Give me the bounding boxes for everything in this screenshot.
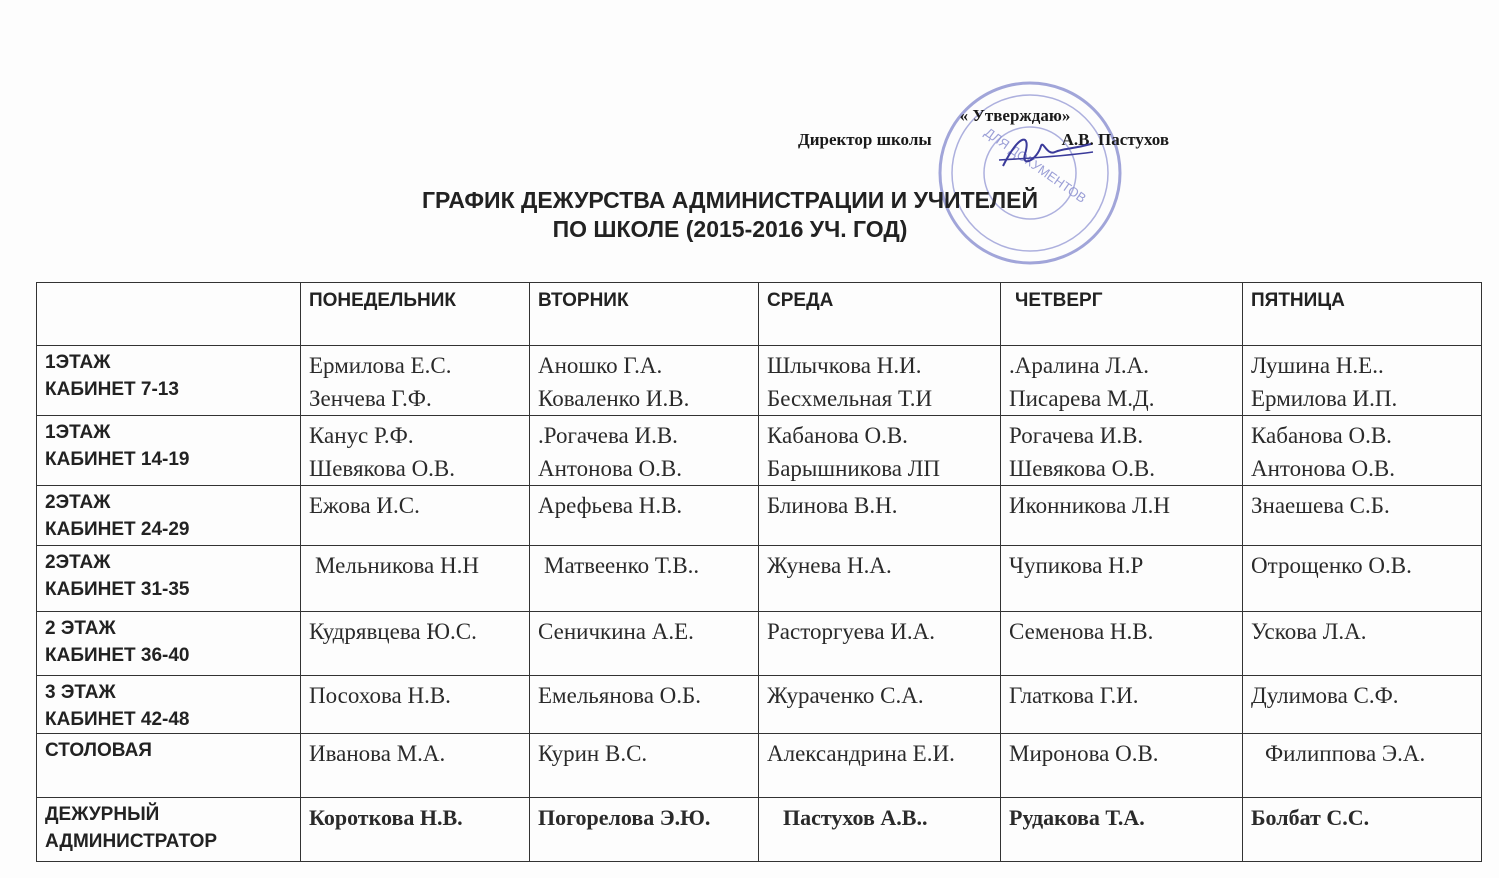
- location-floor: 2ЭТАЖ: [45, 492, 111, 513]
- duty-schedule-table: [36, 282, 1482, 862]
- teacher-name: Семенова Н.В.: [1009, 619, 1154, 644]
- title-line-1: ГРАФИК ДЕЖУРСТВА АДМИНИСТРАЦИИ И УЧИТЕЛЕЙ: [422, 187, 1038, 213]
- location-floor: 3 ЭТАЖ: [45, 682, 116, 703]
- duty-cell: [1001, 612, 1243, 676]
- duty-cell: [1243, 676, 1482, 734]
- teacher-name: Мельникова Н.Н: [315, 553, 479, 578]
- duty-cell: [1001, 676, 1243, 734]
- teacher-name: Знаешева С.Б.: [1251, 493, 1390, 518]
- approval-heading: « Утверждаю»: [959, 106, 1071, 125]
- duty-cell: [759, 546, 1001, 612]
- row-location: [37, 546, 301, 612]
- table-row: [37, 486, 1482, 546]
- row-location: [37, 346, 301, 416]
- teacher-name: Иконникова Л.Н: [1009, 493, 1171, 518]
- table-row: [37, 612, 1482, 676]
- duty-cell: [759, 676, 1001, 734]
- row-location: [37, 486, 301, 546]
- table-row: [37, 676, 1482, 734]
- duty-cell: [530, 676, 759, 734]
- duty-cell: [1243, 612, 1482, 676]
- teacher-name: Посохова Н.В.: [309, 683, 451, 708]
- table-row: [37, 734, 1482, 798]
- duty-cell: [1001, 486, 1243, 546]
- header-monday: ПОНЕДЕЛЬНИК: [301, 283, 530, 346]
- teacher-name: Шевякова О.В.: [309, 456, 456, 481]
- teacher-name: Жураченко С.А.: [767, 683, 924, 708]
- teacher-name: Чупикова Н.Р: [1009, 553, 1144, 578]
- location-floor: 1ЭТАЖ: [45, 422, 111, 443]
- teacher-name: Антонова О.В.: [1251, 456, 1395, 481]
- teacher-name: Расторгуева И.А.: [767, 619, 936, 644]
- duty-cell: [1243, 416, 1482, 486]
- duty-cell: [1001, 346, 1243, 416]
- teacher-name: Блинова В.Н.: [767, 493, 898, 518]
- duty-cell: [301, 612, 530, 676]
- header-thursday: ЧЕТВЕРГ: [1001, 283, 1243, 346]
- duty-cell: [759, 486, 1001, 546]
- teacher-name: Бесхмельная Т.И: [767, 386, 933, 411]
- teacher-name: Зенчева Г.Ф.: [309, 386, 432, 411]
- teacher-name: Сеничкина А.Е.: [538, 619, 694, 644]
- teacher-name: Миронова О.В.: [1009, 741, 1159, 766]
- teacher-name: Курин В.С.: [538, 741, 648, 766]
- teacher-name: Антонова О.В.: [538, 456, 682, 481]
- teacher-name: Аношко Г.А.: [538, 353, 663, 378]
- teacher-name: Глаткова Г.И.: [1009, 683, 1139, 708]
- admin-name: Пастухов А.В..: [783, 805, 928, 830]
- location-rooms: АДМИНИСТРАТОР: [45, 831, 218, 852]
- teacher-name: Рогачева И.В.: [1009, 423, 1144, 448]
- teacher-name: Филиппова Э.А.: [1265, 741, 1426, 766]
- teacher-name: Шевякова О.В.: [1009, 456, 1156, 481]
- admin-name: Рудакова Т.А.: [1009, 805, 1145, 830]
- teacher-name: Кабанова О.В.: [767, 423, 908, 448]
- duty-cell: [301, 676, 530, 734]
- location-floor: 1ЭТАЖ: [45, 352, 111, 373]
- teacher-name: Кудрявцева Ю.С.: [309, 619, 477, 644]
- teacher-name: Ермилова И.П.: [1251, 386, 1398, 411]
- row-location: [37, 734, 301, 798]
- admin-cell: [530, 798, 759, 862]
- location-floor: ДЕЖУРНЫЙ: [45, 804, 160, 825]
- teacher-name: Коваленко И.В.: [538, 386, 690, 411]
- duty-cell: [1243, 734, 1482, 798]
- duty-cell: [301, 486, 530, 546]
- teacher-name: Дулимова С.Ф.: [1251, 683, 1399, 708]
- location-rooms: КАБИНЕТ 14-19: [45, 449, 190, 470]
- teacher-name: Барышникова ЛП: [767, 456, 940, 481]
- teacher-name: .Аралина Л.А.: [1009, 353, 1150, 378]
- teacher-name: Емельянова О.Б.: [538, 683, 701, 708]
- header-corner: [37, 283, 301, 346]
- duty-cell: [530, 612, 759, 676]
- location-floor: 2ЭТАЖ: [45, 552, 111, 573]
- admin-name: Болбат С.С.: [1251, 805, 1370, 830]
- location-rooms: КАБИНЕТ 42-48: [45, 709, 190, 730]
- admin-cell: [301, 798, 530, 862]
- teacher-name: Кабанова О.В.: [1251, 423, 1392, 448]
- duty-cell: [530, 346, 759, 416]
- row-location: [37, 416, 301, 486]
- table-row: [37, 416, 1482, 486]
- duty-cell: [759, 612, 1001, 676]
- location-rooms: КАБИНЕТ 31-35: [45, 579, 190, 600]
- teacher-name: Александрина Е.И.: [767, 741, 955, 766]
- admin-name: Погорелова Э.Ю.: [538, 805, 711, 830]
- duty-cell: [301, 734, 530, 798]
- teacher-name: Шлычкова Н.И.: [767, 353, 922, 378]
- stamp-label: ДЛЯ ДОКУМЕНТОВ: [981, 124, 1090, 206]
- admin-cell: [1001, 798, 1243, 862]
- header-friday: ПЯТНИЦА: [1243, 283, 1482, 346]
- teacher-name: Ежова И.С.: [309, 493, 420, 518]
- table-row: [37, 798, 1482, 862]
- duty-cell: [1243, 486, 1482, 546]
- header-row: [37, 283, 1482, 346]
- duty-cell: [301, 346, 530, 416]
- duty-cell: [1243, 546, 1482, 612]
- row-location: [37, 798, 301, 862]
- location-floor: СТОЛОВАЯ: [45, 740, 152, 761]
- director-name: А.В. Пастухов: [1061, 130, 1170, 149]
- duty-cell: [530, 546, 759, 612]
- table-row: [37, 546, 1482, 612]
- location-rooms: КАБИНЕТ 36-40: [45, 645, 190, 666]
- duty-cell: [1243, 346, 1482, 416]
- duty-cell: [1001, 416, 1243, 486]
- admin-cell: [1243, 798, 1482, 862]
- teacher-name: Канус Р.Ф.: [309, 423, 414, 448]
- admin-name: Короткова Н.В.: [309, 805, 463, 830]
- teacher-name: Ускова Л.А.: [1251, 619, 1367, 644]
- table-row: [37, 346, 1482, 416]
- location-floor: 2 ЭТАЖ: [45, 618, 116, 639]
- duty-cell: [530, 486, 759, 546]
- teacher-name: Жунева Н.А.: [767, 553, 892, 578]
- teacher-name: Матвеенко Т.В..: [544, 553, 700, 578]
- teacher-name: .Рогачева И.В.: [538, 423, 678, 448]
- duty-cell: [301, 546, 530, 612]
- duty-cell: [759, 734, 1001, 798]
- location-rooms: КАБИНЕТ 7-13: [45, 379, 179, 400]
- duty-cell: [759, 416, 1001, 486]
- teacher-name: Лушина Н.Е..: [1251, 353, 1384, 378]
- admin-cell: [759, 798, 1001, 862]
- row-location: [37, 612, 301, 676]
- row-location: [37, 676, 301, 734]
- director-role: Директор школы: [798, 130, 932, 149]
- duty-cell: [301, 416, 530, 486]
- approval-line: [798, 130, 1169, 150]
- teacher-name: Отрощенко О.В.: [1251, 553, 1412, 578]
- teacher-name: Арефьева Н.В.: [538, 493, 683, 518]
- header-wednesday: СРЕДА: [759, 283, 1001, 346]
- header-tuesday: ВТОРНИК: [530, 283, 759, 346]
- duty-cell: [530, 416, 759, 486]
- duty-cell: [1001, 734, 1243, 798]
- title-line-2: ПО ШКОЛЕ (2015-2016 УЧ. ГОД): [552, 216, 908, 242]
- teacher-name: Ермилова Е.С.: [309, 353, 452, 378]
- teacher-name: Писарева М.Д.: [1009, 386, 1155, 411]
- duty-cell: [1001, 546, 1243, 612]
- duty-cell: [759, 346, 1001, 416]
- location-rooms: КАБИНЕТ 24-29: [45, 519, 190, 540]
- page-title: [290, 186, 1170, 244]
- teacher-name: Иванова М.А.: [309, 741, 446, 766]
- director-signature: [995, 130, 1095, 175]
- duty-cell: [530, 734, 759, 798]
